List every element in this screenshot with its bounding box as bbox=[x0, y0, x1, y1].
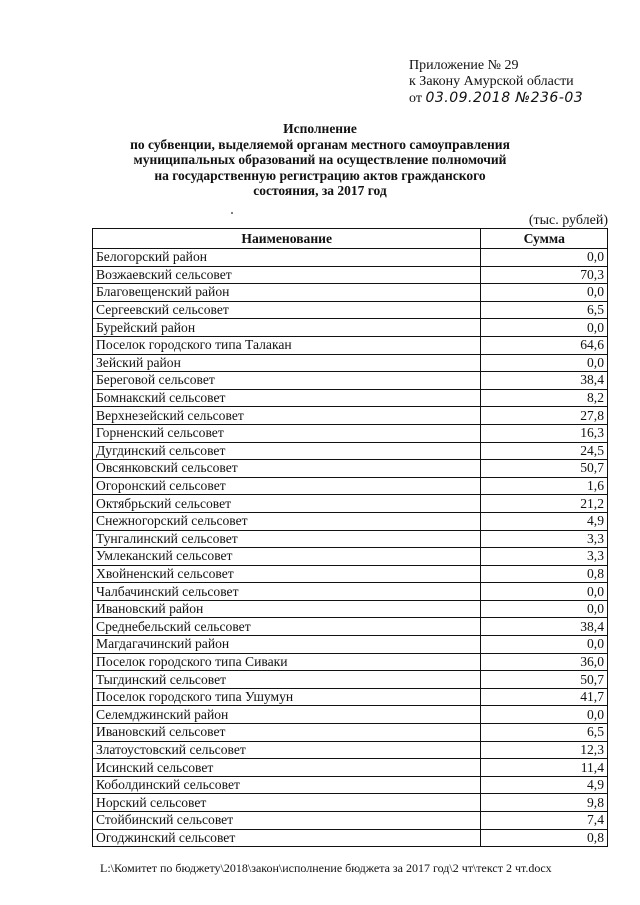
appendix-block bbox=[409, 58, 583, 107]
table-row bbox=[93, 794, 608, 812]
row-sum: 16,3 bbox=[481, 424, 608, 442]
table-row bbox=[93, 653, 608, 671]
row-sum: 4,9 bbox=[481, 776, 608, 794]
table-row bbox=[93, 776, 608, 794]
row-sum: 0,8 bbox=[481, 829, 608, 847]
table-row bbox=[93, 460, 608, 478]
table-row bbox=[93, 548, 608, 566]
table-row bbox=[93, 618, 608, 636]
header-sum: Сумма bbox=[481, 229, 608, 249]
row-sum: 0,0 bbox=[481, 706, 608, 724]
row-name: Хвойненский сельсовет bbox=[93, 565, 481, 583]
appendix-date-prefix: от bbox=[409, 91, 426, 106]
table-row bbox=[93, 336, 608, 354]
row-sum: 12,3 bbox=[481, 741, 608, 759]
row-name: Верхнезейский сельсовет bbox=[93, 407, 481, 425]
table-row bbox=[93, 600, 608, 618]
row-sum: 0,0 bbox=[481, 319, 608, 337]
table-row bbox=[93, 812, 608, 830]
row-sum: 0,0 bbox=[481, 600, 608, 618]
table-row bbox=[93, 706, 608, 724]
row-sum: 3,3 bbox=[481, 530, 608, 548]
row-name: Дугдинский сельсовет bbox=[93, 442, 481, 460]
table-body bbox=[93, 249, 608, 847]
table-row bbox=[93, 565, 608, 583]
appendix-number: Приложение № 29 bbox=[409, 58, 519, 73]
table-row bbox=[93, 372, 608, 390]
table-row bbox=[93, 724, 608, 742]
table-row bbox=[93, 671, 608, 689]
row-sum: 0,0 bbox=[481, 249, 608, 267]
row-name: Сергеевский сельсовет bbox=[93, 301, 481, 319]
row-name: Горненский сельсовет bbox=[93, 424, 481, 442]
row-sum: 27,8 bbox=[481, 407, 608, 425]
row-sum: 41,7 bbox=[481, 688, 608, 706]
table-row bbox=[93, 442, 608, 460]
title-line-3: муниципальных образований на осуществление полномочий bbox=[133, 152, 507, 167]
row-name: Благовещенский район bbox=[93, 284, 481, 302]
table-row bbox=[93, 407, 608, 425]
row-name: Тыгдинский сельсовет bbox=[93, 671, 481, 689]
row-name: Поселок городского типа Талакан bbox=[93, 336, 481, 354]
table-row bbox=[93, 512, 608, 530]
row-name: Ивановский район bbox=[93, 600, 481, 618]
row-name: Чалбачинский сельсовет bbox=[93, 583, 481, 601]
row-name: Селемджинский район bbox=[93, 706, 481, 724]
row-name: Бомнакский сельсовет bbox=[93, 389, 481, 407]
row-sum: 36,0 bbox=[481, 653, 608, 671]
table-row bbox=[93, 424, 608, 442]
table-row bbox=[93, 530, 608, 548]
row-name: Ивановский сельсовет bbox=[93, 724, 481, 742]
table-row bbox=[93, 389, 608, 407]
table-row bbox=[93, 319, 608, 337]
subvention-table bbox=[92, 228, 608, 847]
header-name: Наименование bbox=[93, 229, 481, 249]
row-sum: 70,3 bbox=[481, 266, 608, 284]
row-sum: 50,7 bbox=[481, 460, 608, 478]
row-name: Белогорский район bbox=[93, 249, 481, 267]
row-sum: 6,5 bbox=[481, 301, 608, 319]
row-name: Бурейский район bbox=[93, 319, 481, 337]
table-row bbox=[93, 284, 608, 302]
table-row bbox=[93, 266, 608, 284]
table-row bbox=[93, 354, 608, 372]
row-name: Тунгалинский сельсовет bbox=[93, 530, 481, 548]
table-row bbox=[93, 583, 608, 601]
table-row bbox=[93, 688, 608, 706]
row-name: Коболдинский сельсовет bbox=[93, 776, 481, 794]
table-row bbox=[93, 495, 608, 513]
title-line-4: на государственную регистрацию актов гражданского bbox=[154, 167, 486, 183]
table-row bbox=[93, 636, 608, 654]
row-name: Береговой сельсовет bbox=[93, 372, 481, 390]
row-sum: 0,0 bbox=[481, 583, 608, 601]
row-sum: 0,8 bbox=[481, 565, 608, 583]
table-header-row bbox=[93, 229, 608, 249]
row-sum: 38,4 bbox=[481, 618, 608, 636]
table-row bbox=[93, 301, 608, 319]
document-title bbox=[120, 121, 520, 199]
table-row bbox=[93, 741, 608, 759]
row-name: Среднебельский сельсовет bbox=[93, 618, 481, 636]
row-name: Огоджинский сельсовет bbox=[93, 829, 481, 847]
table-row bbox=[93, 477, 608, 495]
row-sum: 64,6 bbox=[481, 336, 608, 354]
row-name: Стойбинский сельсовет bbox=[93, 812, 481, 830]
unit-note: (тыс. рублей) bbox=[528, 213, 608, 228]
row-sum: 24,5 bbox=[481, 442, 608, 460]
row-name: Возжаевский сельсовет bbox=[93, 266, 481, 284]
row-name: Поселок городского типа Ушумун bbox=[93, 688, 481, 706]
appendix-date-line bbox=[409, 90, 583, 107]
row-name: Огоронский сельсовет bbox=[93, 477, 481, 495]
row-sum: 0,0 bbox=[481, 636, 608, 654]
title-line-2: по субвенции, выделяемой органам местного самоуправления bbox=[130, 136, 510, 152]
row-sum: 4,9 bbox=[481, 512, 608, 530]
row-sum: 6,5 bbox=[481, 724, 608, 742]
row-name: Овсянковский сельсовет bbox=[93, 460, 481, 478]
row-name: Магдагачинский район bbox=[93, 636, 481, 654]
row-name: Умлеканский сельсовет bbox=[93, 548, 481, 566]
appendix-law: к Закону Амурской области bbox=[409, 74, 574, 89]
handwritten-reference: 03.09.2018 №236-03 bbox=[425, 90, 584, 106]
row-name: Исинский сельсовет bbox=[93, 759, 481, 777]
row-sum: 3,3 bbox=[481, 548, 608, 566]
row-name: Снежногорский сельсовет bbox=[93, 512, 481, 530]
row-sum: 21,2 bbox=[481, 495, 608, 513]
title-line-5: состояния, за 2017 год bbox=[253, 183, 387, 198]
table-row bbox=[93, 829, 608, 847]
row-sum: 50,7 bbox=[481, 671, 608, 689]
row-sum: 0,0 bbox=[481, 284, 608, 302]
row-sum: 9,8 bbox=[481, 794, 608, 812]
footer-file-path: L:\Комитет по бюджету\2018\закон\исполнение бюджета за 2017 год\2 чт\текст 2 чт.docx bbox=[100, 861, 552, 875]
title-line-1: Исполнение bbox=[283, 121, 357, 136]
scan-speck bbox=[231, 212, 233, 214]
row-sum: 7,4 bbox=[481, 812, 608, 830]
table-row bbox=[93, 759, 608, 777]
table-row bbox=[93, 249, 608, 267]
row-sum: 11,4 bbox=[481, 759, 608, 777]
row-sum: 38,4 bbox=[481, 372, 608, 390]
row-name: Поселок городского типа Сиваки bbox=[93, 653, 481, 671]
row-name: Зейский район bbox=[93, 354, 481, 372]
row-name: Златоустовский сельсовет bbox=[93, 741, 481, 759]
row-sum: 8,2 bbox=[481, 389, 608, 407]
row-name: Октябрьский сельсовет bbox=[93, 495, 481, 513]
row-name: Норский сельсовет bbox=[93, 794, 481, 812]
row-sum: 1,6 bbox=[481, 477, 608, 495]
row-sum: 0,0 bbox=[481, 354, 608, 372]
